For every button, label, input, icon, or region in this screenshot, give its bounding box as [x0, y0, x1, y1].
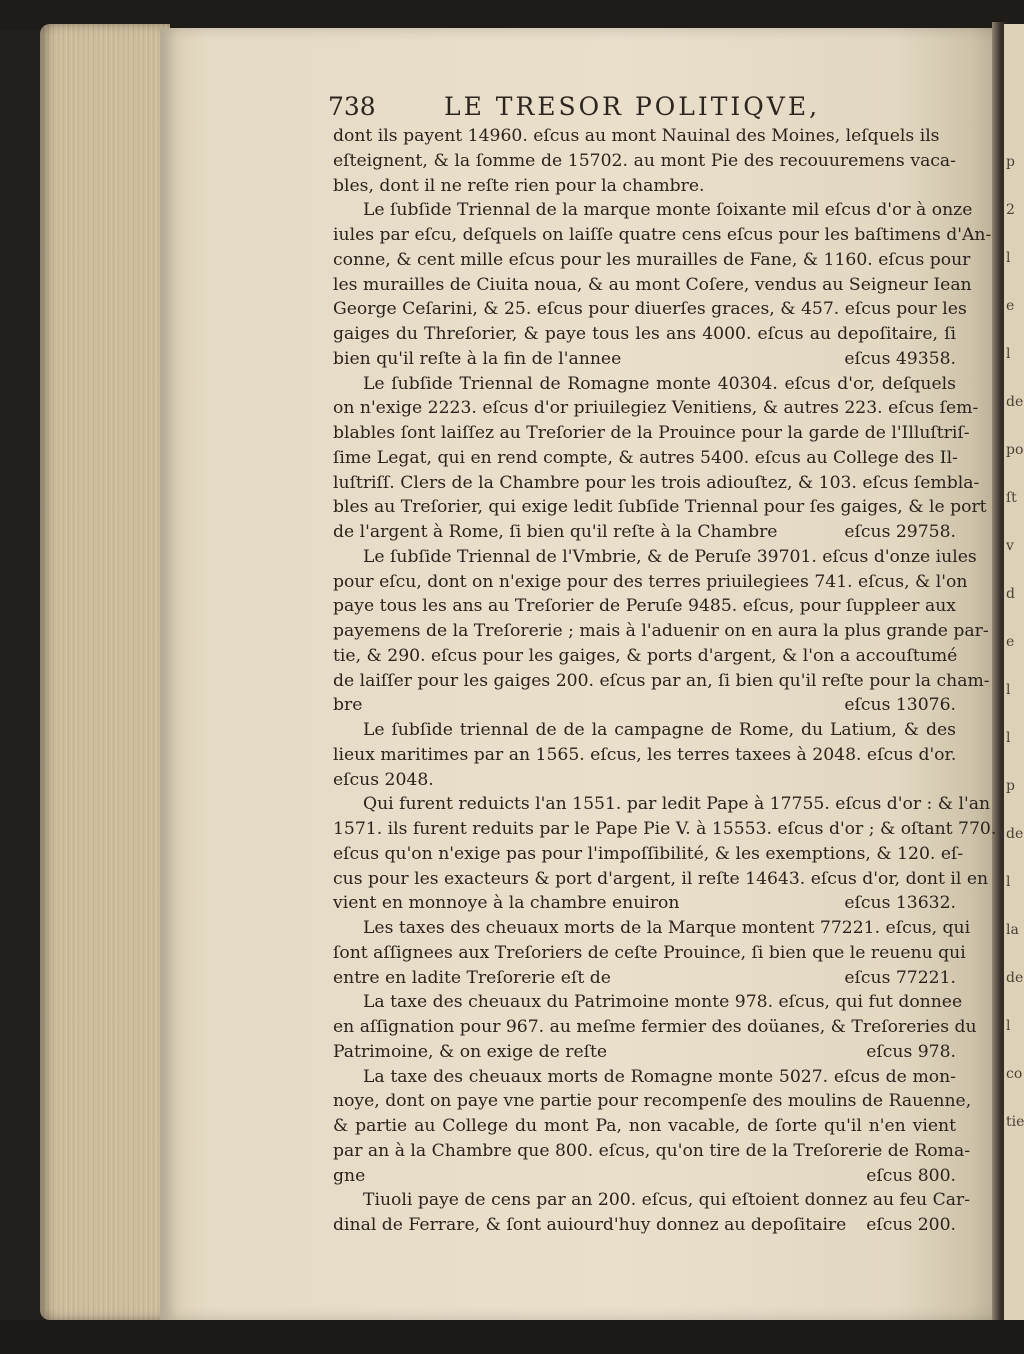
- facing-page-fragment: co: [1006, 1066, 1023, 1082]
- facing-page-fragment: 2: [1006, 202, 1015, 218]
- facing-page-fragment: l: [1006, 730, 1011, 746]
- text-line: [333, 1188, 971, 1213]
- facing-page-fragment: e: [1006, 298, 1015, 314]
- line-text: bien qu'il reſte à la fin de l'annee: [333, 348, 622, 369]
- page-number: 738: [328, 92, 376, 121]
- line-text: bre: [333, 695, 363, 716]
- text-line: [333, 545, 977, 570]
- facing-page-fragment: po: [1006, 442, 1024, 458]
- line-amount: eſcus 200.: [866, 1215, 956, 1235]
- text-line: [333, 916, 971, 941]
- text-line: [333, 198, 973, 223]
- facing-page-fragment: l: [1006, 1018, 1011, 1034]
- text-line: [333, 1139, 971, 1164]
- line-text: cus pour les exacteurs & port d'argent, il reſte 14643. eſcus d'or, dont il en: [333, 868, 989, 889]
- text-line: [333, 693, 956, 718]
- text-line: [333, 817, 997, 842]
- facing-page-fragment: de: [1006, 826, 1024, 842]
- text-line: [333, 867, 989, 892]
- line-amount: eſcus 77221.: [844, 967, 956, 988]
- facing-page-fragment: l: [1006, 874, 1011, 890]
- running-title: LE TRESOR POLITIQVE,: [444, 92, 821, 121]
- line-text: Qui furent reduicts l'an 1551. par ledit Pape à 17755. eſcus d'or : & l'an: [363, 794, 991, 815]
- text-line: [333, 149, 956, 174]
- line-text: eſteignent, & la ſomme de 15702. au mont Pie des recouuremens vaca-: [333, 150, 956, 171]
- text-line: [333, 743, 956, 768]
- facing-page-fragment: l: [1006, 346, 1011, 362]
- line-text: eſcus 2048.: [333, 769, 434, 790]
- line-text: gaiges du Threſorier, & paye tous les ans 4000. eſcus au depoſitaire, ſi: [333, 324, 956, 344]
- text-line: [333, 347, 956, 372]
- facing-page-fragment: de: [1006, 970, 1024, 986]
- text-line: [333, 124, 956, 149]
- text-line: [333, 1040, 956, 1065]
- text-line: [333, 297, 967, 322]
- facing-page-fragment: tie: [1006, 1114, 1024, 1130]
- line-text: vient en monnoye à la chambre enuiron: [333, 893, 680, 914]
- facing-page-fragment: la: [1006, 922, 1019, 938]
- line-text: bles, dont il ne reſte rien pour la chambre.: [333, 175, 705, 196]
- line-text: eſcus qu'on n'exige pas pour l'impoſſibilité, & les exemptions, & 120. eſ-: [333, 843, 964, 864]
- line-amount: eſcus 29758.: [844, 522, 956, 542]
- text-line: [333, 718, 956, 743]
- facing-page-fragment: l: [1006, 682, 1011, 698]
- line-text: Le ſubſide triennal de de la campagne de Rome, du Latium, & des: [363, 720, 956, 740]
- line-text: La taxe des cheuaux du Patrimoine monte 978. eſcus, qui fut donnee: [363, 992, 963, 1013]
- facing-page-fragment: de: [1006, 394, 1024, 410]
- text-line: [333, 1065, 956, 1090]
- text-line: [333, 1213, 956, 1238]
- body-text: [333, 124, 997, 1238]
- facing-page-fragment: l: [1006, 250, 1011, 266]
- text-line: [333, 842, 964, 867]
- text-line: [333, 990, 963, 1015]
- line-text: conne, & cent mille eſcus pour les murailles de Fane, & 1160. eſcus pour: [333, 249, 971, 270]
- line-text: paye tous les ans au Treſorier de Peruſe 9485. eſcus, pour ſuppleer aux: [333, 596, 956, 617]
- line-text: ſime Legat, qui en rend compte, & autres 5400. eſcus au College des Il-: [333, 447, 958, 468]
- line-text: les murailles de Ciuita noua, & au mont Coſere, vendus au Seigneur Iean: [333, 274, 972, 295]
- line-amount: eſcus 13632.: [844, 893, 956, 914]
- text-line: [333, 248, 971, 273]
- line-text: lieux maritimes par an 1565. eſcus, les terres taxees à 2048. eſcus d'or.: [333, 744, 957, 765]
- line-text: dinal de Ferrare, & ſont auiourd'huy donnez au depoſitaire: [333, 1215, 847, 1235]
- line-text: Le ſubſide Triennal de la marque monte ſoixante mil eſcus d'or à onze: [363, 200, 973, 221]
- line-text: on n'exige 2223. eſcus d'or priuilegiez Venitiens, & autres 223. eſcus ſem-: [333, 398, 979, 419]
- line-text: noye, dont on paye vne partie pour recompenſe des moulins de Rauenne,: [333, 1091, 972, 1112]
- line-text: Le ſubſide Triennal de l'Vmbrie, & de Peruſe 39701. eſcus d'onze iules: [363, 546, 977, 567]
- text-line: [333, 669, 990, 694]
- text-line: [333, 941, 966, 966]
- facing-page-fragment: v: [1006, 538, 1014, 554]
- text-line: [333, 1164, 956, 1189]
- line-text: La taxe des cheuaux morts de Romagne monte 5027. eſcus de mon-: [363, 1066, 956, 1087]
- facing-page-fragment: ſt: [1006, 490, 1017, 506]
- line-text: ſont aſſignees aux Treſoriers de ceſte Prouince, ſi bien que le reuenu qui: [333, 942, 966, 963]
- text-line: [333, 768, 956, 793]
- line-text: 1571. ils furent reduits par le Pape Pie V. à 15553. eſcus d'or ; & oſtant 770.: [333, 819, 997, 839]
- text-line: [333, 471, 980, 496]
- text-line: [333, 273, 972, 298]
- text-line: [333, 174, 956, 199]
- text-line: [333, 223, 992, 248]
- line-text: Patrimoine, & on exige de reſte: [333, 1041, 608, 1062]
- line-text: Le ſubſide Triennal de Romagne monte 40304. eſcus d'or, deſquels: [363, 373, 956, 394]
- text-line: [333, 446, 956, 471]
- line-text: & partie au College du mont Pa, non vacable, de ſorte qu'il n'en vient: [333, 1116, 956, 1136]
- text-line: [333, 570, 968, 595]
- line-amount: eſcus 978.: [866, 1041, 956, 1062]
- text-line: [333, 891, 956, 916]
- line-text: entre en ladite Treſorerie eſt de: [333, 967, 611, 988]
- facing-page-fragment: p: [1006, 154, 1015, 170]
- text-line: [333, 1089, 972, 1114]
- text-line: [333, 1114, 956, 1139]
- facing-page-fragment: d: [1006, 586, 1015, 602]
- line-text: pour eſcu, dont on n'exige pour des terres priuilegiees 741. eſcus, & l'on: [333, 571, 968, 592]
- line-text: de l'argent à Rome, ſi bien qu'il reſte à la Chambre: [333, 522, 778, 542]
- line-text: Tiuoli paye de cens par an 200. eſcus, qui eſtoient donnez au feu Car-: [363, 1190, 971, 1211]
- facing-page-fragment: p: [1006, 778, 1015, 794]
- text-line: [333, 619, 989, 644]
- line-text: payemens de la Treſorerie ; mais à l'aduenir on en aura la plus grande par-: [333, 621, 989, 641]
- page-header: [328, 92, 968, 126]
- line-amount: eſcus 13076.: [844, 695, 956, 716]
- line-text: dont ils payent 14960. eſcus au mont Nauinal des Moines, leſquels ils: [333, 126, 940, 146]
- text-line: [333, 594, 956, 619]
- line-text: en aſſignation pour 967. au meſme fermier des doüanes, & Treſoreries du: [333, 1017, 977, 1037]
- facing-page-fragment: e: [1006, 634, 1015, 650]
- line-text: Les taxes des cheuaux morts de la Marque montent 77221. eſcus, qui: [363, 918, 971, 938]
- line-text: tie, & 290. eſcus pour les gaiges, & ports d'argent, & l'on a accouſtumé: [333, 645, 958, 666]
- line-amount: eſcus 49358.: [844, 348, 956, 369]
- line-text: bles au Treſorier, qui exige ledit ſubſide Triennal pour ſes gaiges, & le port: [333, 497, 987, 518]
- line-text: par an à la Chambre que 800. eſcus, qu'on tire de la Treſorerie de Roma-: [333, 1140, 971, 1161]
- text-line: [333, 1015, 977, 1040]
- book-page-edges: [40, 24, 170, 1320]
- backdrop-bottom: [0, 1320, 1024, 1354]
- text-line: [333, 495, 987, 520]
- text-line: [333, 421, 970, 446]
- text-line: [333, 396, 979, 421]
- text-line: [333, 792, 991, 817]
- line-text: luſtriſſ. Clers de la Chambre pour les trois adiouſtez, & 103. eſcus ſembla-: [333, 472, 980, 493]
- text-line: [333, 322, 956, 347]
- text-line: [333, 520, 956, 545]
- facing-page-edge: [1004, 24, 1024, 1320]
- line-text: de laiſſer pour les gaiges 200. eſcus par an, ſi bien qu'il reſte pour la cham-: [333, 670, 990, 691]
- line-text: gne: [333, 1165, 366, 1186]
- line-amount: eſcus 800.: [866, 1165, 956, 1186]
- line-text: iules par eſcu, deſquels on laiſſe quatre cens eſcus pour les baſtimens d'An-: [333, 225, 992, 245]
- text-line: [333, 966, 956, 991]
- text-line: [333, 372, 956, 397]
- line-text: George Ceſarini, & 25. eſcus pour diuerſes graces, & 457. eſcus pour les: [333, 299, 967, 320]
- text-line: [333, 644, 956, 669]
- line-text: blables ſont laiſſez au Treſorier de la Prouince pour la garde de l'Illuſtriſ-: [333, 423, 970, 443]
